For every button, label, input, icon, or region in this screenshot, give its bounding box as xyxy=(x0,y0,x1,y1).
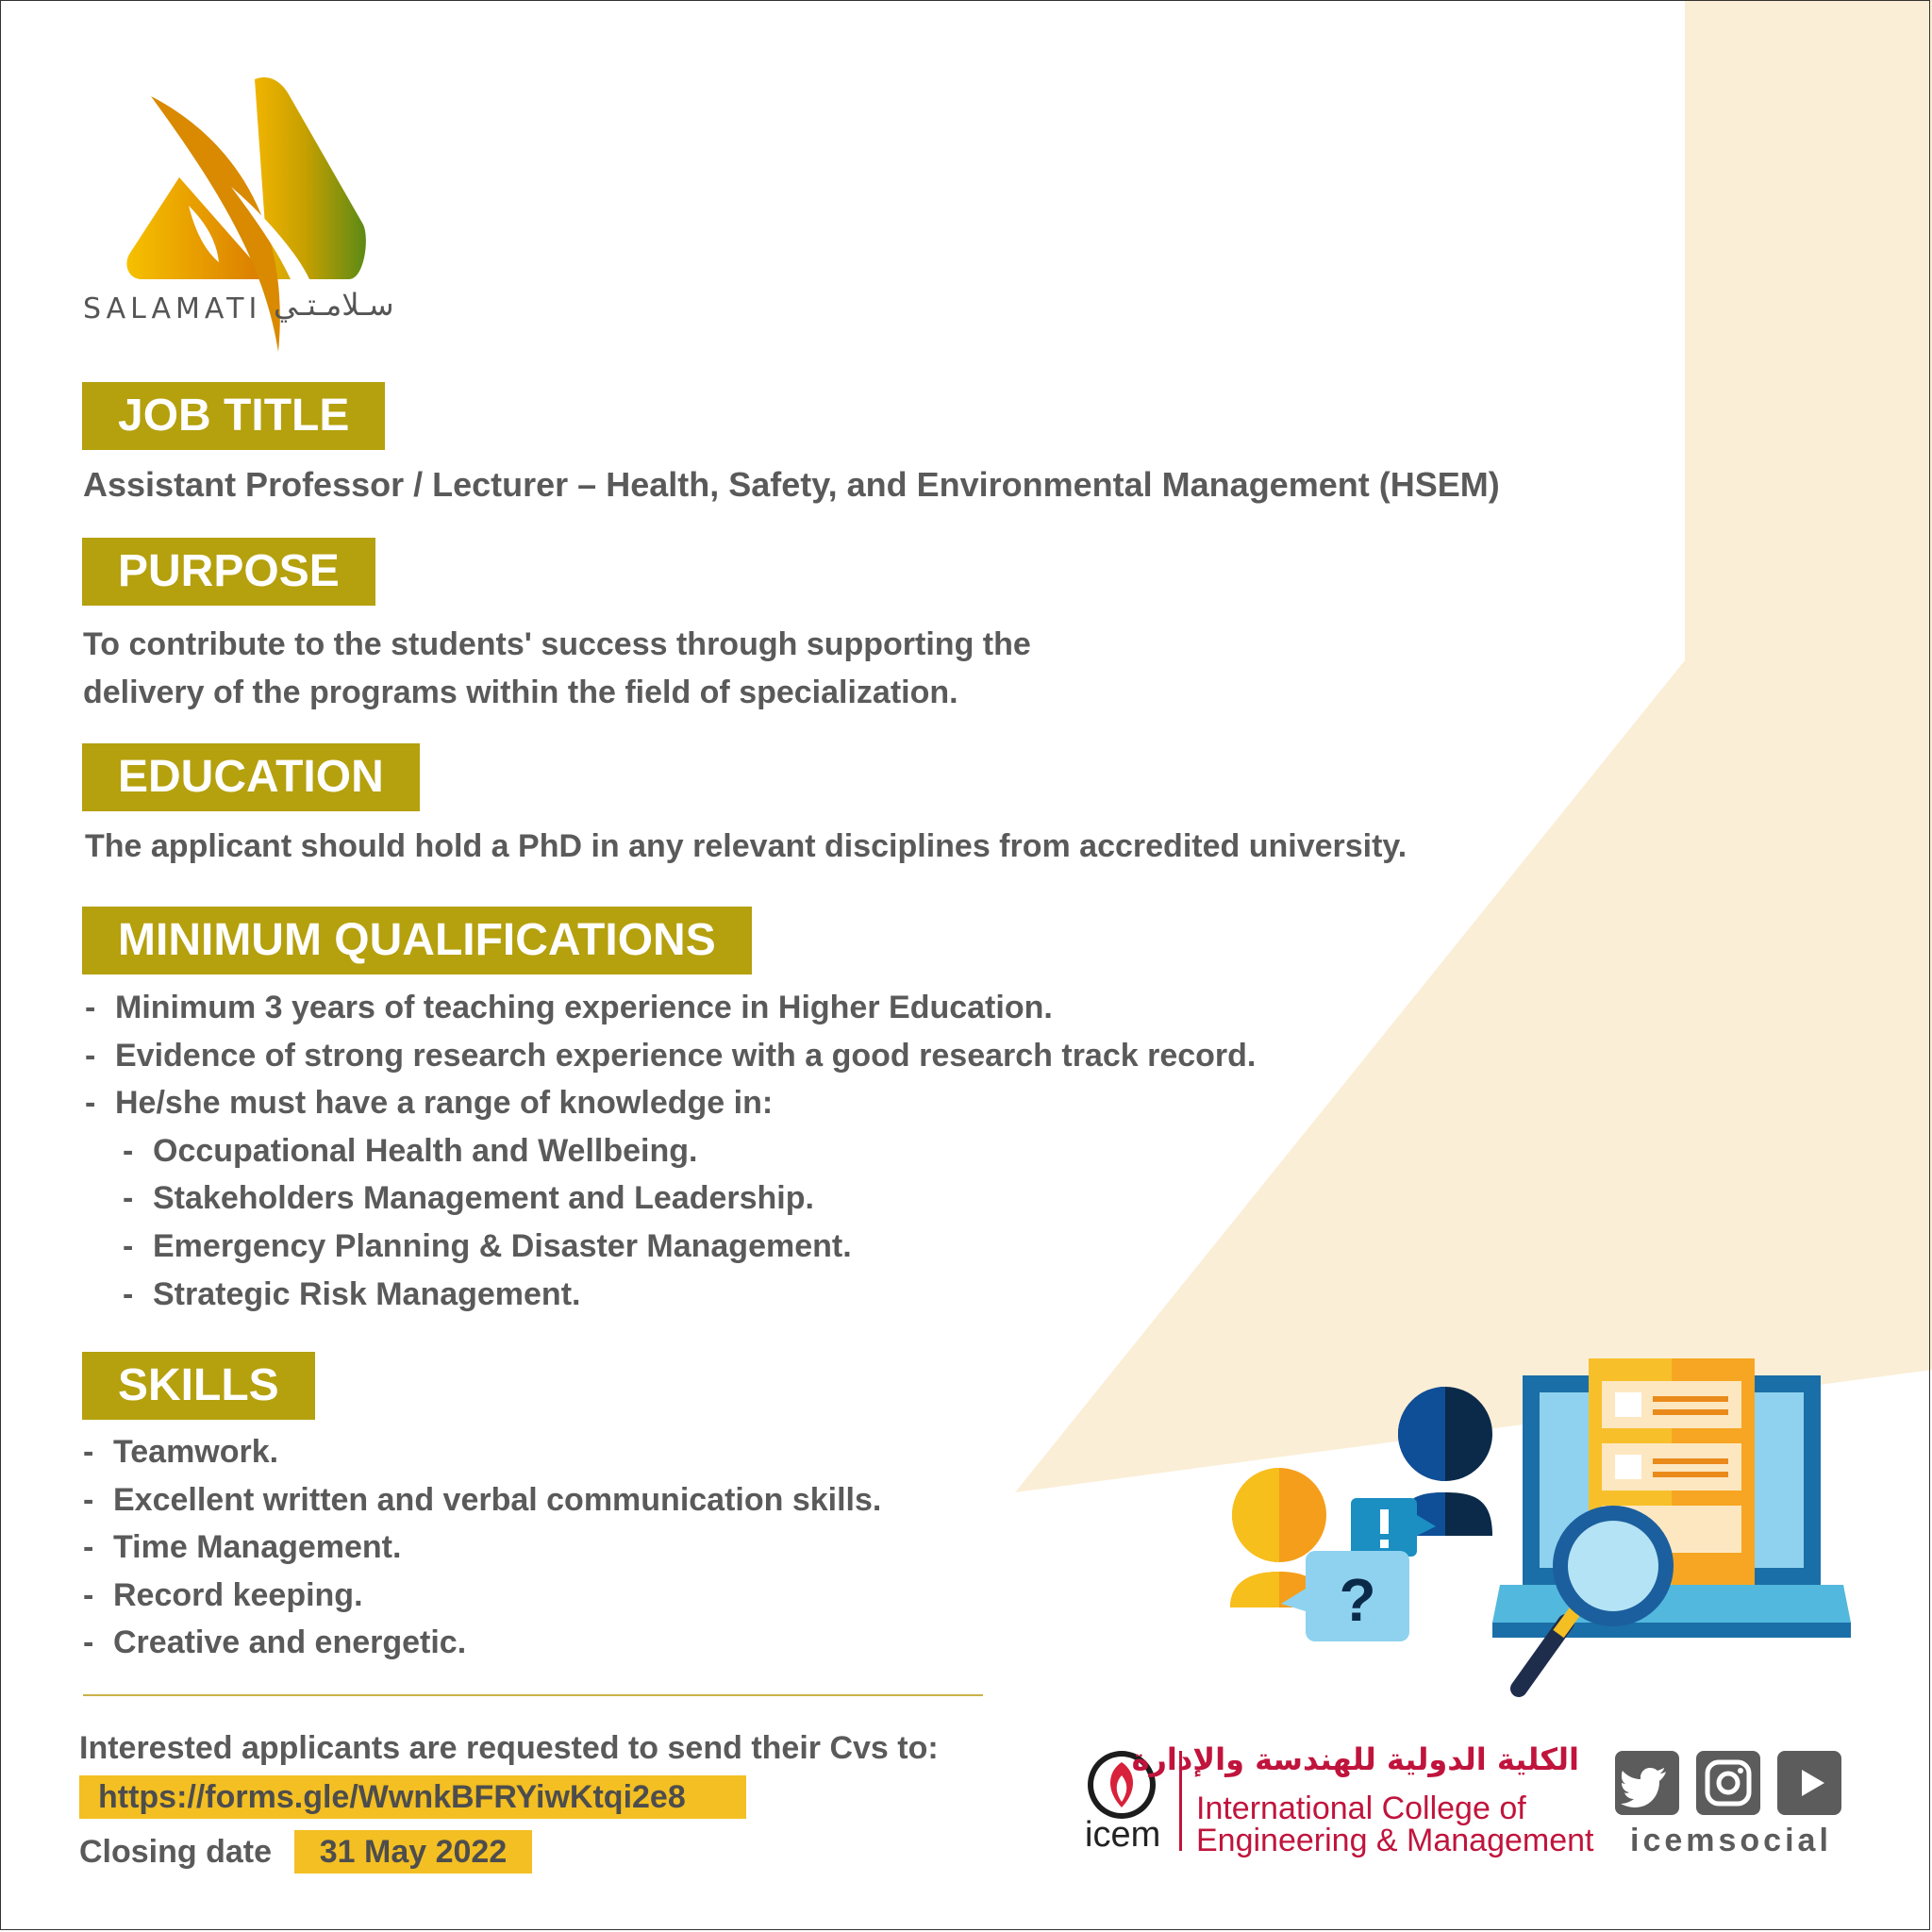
apply-link-text[interactable]: https://forms.gle/WwnkBFRYiwKtqi2e8 xyxy=(98,1779,686,1815)
list-item: - Teamwork. xyxy=(83,1434,279,1470)
list-item: - Excellent written and verbal communication skills. xyxy=(83,1481,882,1518)
list-sub-item: - Stakeholders Management and Leadership. xyxy=(123,1180,814,1217)
closing-label: Closing date xyxy=(79,1834,273,1870)
list-item: - Creative and energetic. xyxy=(83,1624,467,1661)
college-name-en-2: Engineering & Management xyxy=(1196,1823,1594,1858)
college-name-ar: الكلية الدولية للهندسة والإدارة xyxy=(1131,1741,1579,1777)
list-item: - Minimum 3 years of teaching experience in Higher Education. xyxy=(85,990,1053,1025)
list-item: - Record keeping. xyxy=(83,1576,363,1613)
list-item: - Time Management. xyxy=(83,1529,402,1566)
min-qualifications-heading: MINIMUM QUALIFICATIONS xyxy=(82,907,752,974)
job-title-text: Assistant Professor / Lecturer – Health, Safety, and Environmental Management (HSEM) xyxy=(83,465,1500,504)
youtube-icon[interactable] xyxy=(1777,1751,1841,1815)
purpose-line-2: delivery of the programs within the field of specialization. xyxy=(83,675,958,710)
recruitment-illustration xyxy=(1226,1358,1868,1707)
apply-link[interactable] xyxy=(79,1775,746,1819)
education-heading: EDUCATION xyxy=(82,743,420,811)
apply-intro: Interested applicants are requested to send their Cvs to: xyxy=(79,1730,939,1766)
social-handle: icemsocial xyxy=(1630,1823,1832,1858)
instagram-icon[interactable] xyxy=(1696,1751,1760,1815)
list-item: - He/she must have a range of knowledge in: xyxy=(85,1085,774,1122)
list-sub-item: - Occupational Health and Wellbeing. xyxy=(123,1132,698,1169)
brand-name-en: SALAMATI xyxy=(83,292,262,325)
salamati-logo xyxy=(75,74,434,357)
college-name-en-1: International College of xyxy=(1196,1790,1526,1826)
list-sub-item: - Strategic Risk Management. xyxy=(123,1275,581,1312)
skills-list xyxy=(83,1428,881,1667)
job-title-heading: JOB TITLE xyxy=(82,382,385,450)
list-item: - Evidence of strong research experience with a good research track record. xyxy=(85,1037,1257,1074)
svg-text:?: ? xyxy=(1339,1566,1376,1634)
brand-name-ar: سـلامـتـي xyxy=(274,287,394,323)
closing-date-text: 31 May 2022 xyxy=(319,1834,508,1870)
purpose-line-1: To contribute to the students' success through supporting the xyxy=(83,626,1031,662)
list-sub-item: - Emergency Planning & Disaster Management. xyxy=(123,1227,852,1264)
skills-heading: SKILLS xyxy=(82,1352,315,1420)
education-text: The applicant should hold a PhD in any relevant disciplines from accredited university. xyxy=(85,828,1407,864)
divider xyxy=(83,1694,983,1696)
twitter-icon[interactable] xyxy=(1615,1751,1679,1815)
closing-date xyxy=(294,1830,532,1874)
purpose-heading: PURPOSE xyxy=(82,538,375,606)
min-qualifications-list xyxy=(85,984,1256,1318)
icem-abbr: icem xyxy=(1085,1815,1161,1855)
